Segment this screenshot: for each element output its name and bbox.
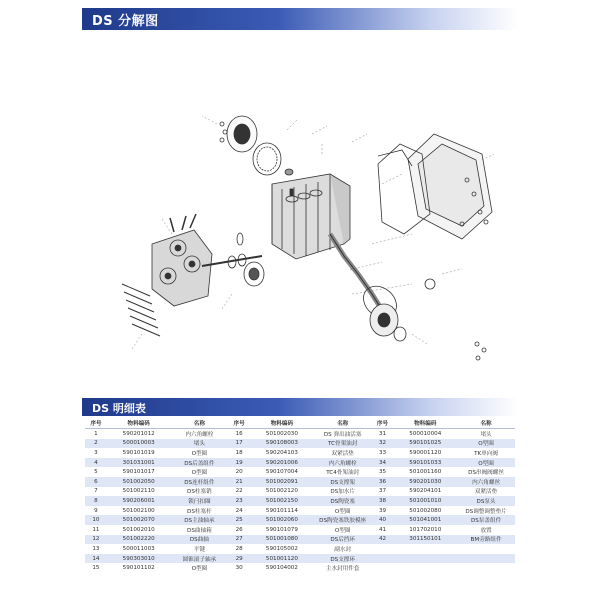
- table-cell: 锁闩扣圈: [171, 496, 229, 506]
- table-cell: 501001010: [393, 496, 457, 506]
- table-cell: 10: [85, 515, 107, 525]
- table-cell: BM旁路组件: [457, 535, 515, 545]
- table-cell: 堵头: [480, 431, 492, 438]
- table-header-row: [85, 418, 515, 429]
- table-cell: 501002220: [107, 535, 171, 545]
- table-cell: [457, 554, 515, 564]
- table-cell: 590101114: [265, 507, 298, 514]
- table-cell: 40: [372, 515, 394, 525]
- table-cell: 42: [372, 535, 394, 545]
- table-cell: 2: [85, 439, 107, 449]
- table-cell: 501002070: [107, 515, 171, 525]
- table-row: [85, 458, 515, 468]
- table-cell: 主水封用件套: [325, 566, 360, 573]
- table-cell: O型圈: [457, 439, 515, 449]
- table-cell: DS陶瓷塞: [314, 496, 372, 506]
- table-cell: 590204103: [265, 449, 298, 456]
- table-cell: [372, 544, 394, 554]
- table-row: [85, 554, 515, 564]
- table-cell: [372, 554, 394, 564]
- table-cell: DS柱塞杆: [187, 508, 212, 515]
- table-cell: 17: [228, 439, 250, 449]
- table-cell: 7: [94, 488, 98, 495]
- col-header: 序号: [228, 418, 250, 429]
- table-cell: 501002150: [250, 496, 314, 506]
- header-bar: [82, 8, 518, 30]
- table-cell: DS支撑架: [314, 477, 372, 487]
- table-cell: DS 弹出油活塞: [323, 431, 362, 438]
- table-cell: 29: [228, 554, 250, 564]
- table-cell: 内六角螺栓: [185, 431, 214, 438]
- table-cell: 501002100: [122, 507, 155, 514]
- table-cell: 501002010: [122, 526, 155, 533]
- table-cell: O型圈: [191, 470, 208, 477]
- table-cell: 301150101: [393, 535, 457, 545]
- table-cell: 8: [85, 496, 107, 506]
- table-cell: 15: [92, 565, 100, 572]
- table-cell: 3: [94, 449, 98, 456]
- table-cell: 39: [378, 507, 387, 514]
- table-cell: O型圈: [191, 566, 208, 573]
- table-cell: 590107004: [265, 469, 298, 476]
- table-cell: 4: [85, 458, 107, 468]
- table-row: [85, 563, 515, 573]
- table-cell: 19: [228, 458, 250, 468]
- table-cell: 27: [228, 535, 250, 545]
- table-cell: 25: [228, 515, 250, 525]
- col-header: 序号: [372, 418, 394, 429]
- table-cell: 放置: [480, 527, 492, 534]
- table-cell: O型圈: [334, 527, 351, 534]
- table-cell: 590303010: [107, 554, 171, 564]
- table-cell: 501002060: [250, 515, 314, 525]
- table-cell: 36: [372, 477, 394, 487]
- table-row: [85, 515, 515, 525]
- table-cell: 501002091: [250, 477, 314, 487]
- col-header: 序号: [85, 418, 107, 429]
- table-cell: 590201006: [250, 458, 314, 468]
- table-cell: TC骨架油封: [314, 439, 372, 449]
- col-header: 物料编码: [250, 418, 314, 429]
- table-cell: DS主油轴承: [171, 515, 229, 525]
- table-cell: O型圈: [457, 458, 515, 468]
- table-cell: DS后盖组件: [171, 458, 229, 468]
- table-cell: 16: [235, 430, 243, 437]
- table-cell: [393, 563, 457, 573]
- table-cell: 双紧活垫: [331, 450, 354, 457]
- table-cell: 圆锥滚子轴承: [171, 554, 229, 564]
- table-cell: 590104002: [265, 565, 298, 572]
- table-cell: 38: [372, 496, 394, 506]
- table-cell: 平键: [193, 546, 205, 553]
- table-cell: 22: [235, 488, 243, 495]
- table-cell: 1: [94, 430, 98, 437]
- table-cell: 23: [228, 496, 250, 506]
- table-title: DS 明细表: [92, 402, 146, 415]
- parts-table-body: [85, 429, 515, 573]
- table-row: [85, 467, 515, 477]
- table-cell: [457, 544, 515, 554]
- table-cell: 501002030: [265, 430, 298, 437]
- table-cell: 11: [92, 526, 100, 533]
- table-cell: 堵头: [171, 439, 229, 449]
- table-cell: DS曲轴箱: [187, 527, 212, 534]
- col-header: 物料编码: [393, 418, 457, 429]
- table-cell: 590108003: [250, 439, 314, 449]
- exploded-view-drawing: [82, 34, 518, 394]
- table-cell: 501001160: [409, 469, 442, 476]
- table-cell: 501002080: [409, 507, 442, 514]
- table-cell: 18: [235, 449, 243, 456]
- table-cell: [372, 563, 394, 573]
- table-cell: DS曲轴: [171, 535, 229, 545]
- col-header: 名称: [457, 418, 515, 429]
- table-cell: DS串阀阀螺丝: [468, 470, 504, 477]
- table-row: [85, 448, 515, 458]
- table-cell: 21: [228, 477, 250, 487]
- col-header: 名称: [171, 418, 229, 429]
- table-cell: 590101033: [393, 458, 457, 468]
- table-cell: 20: [235, 469, 243, 476]
- col-header: 名称: [314, 418, 372, 429]
- table-title-bar: [82, 398, 518, 416]
- table-cell: 590201030: [393, 477, 457, 487]
- table-row: [85, 487, 515, 497]
- table-cell: 28: [235, 545, 243, 552]
- table-cell: 590101017: [122, 469, 155, 476]
- table-cell: DS陶瓷塞铁胶模座: [314, 515, 372, 525]
- table-row: [85, 496, 515, 506]
- table-cell: DS后挡环: [314, 535, 372, 545]
- table-cell: [457, 563, 515, 573]
- table-cell: 26: [235, 526, 243, 533]
- table-cell: 501002110: [122, 488, 155, 495]
- table-cell: DS支撑环: [314, 554, 372, 564]
- table-cell: 14: [85, 554, 107, 564]
- table-cell: 30: [235, 565, 243, 572]
- table-cell: 590101019: [122, 449, 155, 456]
- table-cell: 500011003: [122, 545, 155, 552]
- table-cell: 33: [378, 449, 387, 456]
- table-cell: 41: [378, 526, 387, 533]
- table-cell: DS泵盖组件: [457, 515, 515, 525]
- table-cell: 501041001: [393, 515, 457, 525]
- table-row: [85, 429, 515, 439]
- table-cell: 副水封: [334, 546, 352, 553]
- table-row: [85, 477, 515, 487]
- table-cell: TK单向阀: [474, 450, 498, 457]
- parts-table: [85, 418, 515, 573]
- table-cell: 590101102: [122, 565, 155, 572]
- table-cell: 500010004: [409, 430, 442, 437]
- table-cell: 12: [85, 535, 107, 545]
- page-title: DS 分解图: [92, 14, 159, 29]
- table-cell: O型圈: [191, 450, 208, 457]
- table-cell: 32: [372, 439, 394, 449]
- table-cell: 内六角螺丝: [457, 477, 515, 487]
- table-cell: DS泵头: [457, 496, 515, 506]
- table-cell: 24: [235, 507, 243, 514]
- table-cell: 590001120: [409, 449, 442, 456]
- table-row: [85, 506, 515, 516]
- table-cell: DS加水片: [330, 489, 355, 496]
- table-cell: 501001120: [250, 554, 314, 564]
- table-cell: 13: [92, 545, 100, 552]
- table-cell: 301031001: [107, 458, 171, 468]
- table-cell: 590105002: [265, 545, 298, 552]
- table-cell: 590204101: [409, 488, 442, 495]
- table-cell: 590201012: [122, 430, 155, 437]
- table-row: [85, 535, 515, 545]
- table-cell: 500010003: [107, 439, 171, 449]
- table-cell: DS连杆组件: [171, 477, 229, 487]
- table-cell: TC4骨架油封: [326, 470, 360, 477]
- table-cell: 590101025: [393, 439, 457, 449]
- col-header: 物料编码: [107, 418, 171, 429]
- table-cell: [393, 544, 457, 554]
- table-cell: 501002050: [107, 477, 171, 487]
- table-cell: 6: [85, 477, 107, 487]
- table-row: [85, 544, 515, 554]
- table-cell: 31: [378, 430, 387, 437]
- table-cell: 501002120: [265, 488, 298, 495]
- table-cell: O型圈: [334, 508, 351, 515]
- table-row: [85, 439, 515, 449]
- table-cell: 590206001: [107, 496, 171, 506]
- table-cell: 内六角螺栓: [314, 458, 372, 468]
- table-cell: 590101079: [265, 526, 298, 533]
- table-row: [85, 525, 515, 535]
- table-cell: DS调整调整垫片: [465, 508, 507, 515]
- table-cell: 101702010: [409, 526, 442, 533]
- table-cell: 5: [94, 469, 98, 476]
- table-cell: 9: [94, 507, 98, 514]
- table-cell: 35: [378, 469, 387, 476]
- table-cell: 双紧活垫: [474, 489, 498, 496]
- table-cell: [393, 554, 457, 564]
- table-cell: DS柱塞销: [187, 489, 212, 496]
- table-cell: 37: [378, 488, 387, 495]
- table-cell: 34: [372, 458, 394, 468]
- table-cell: 501001080: [250, 535, 314, 545]
